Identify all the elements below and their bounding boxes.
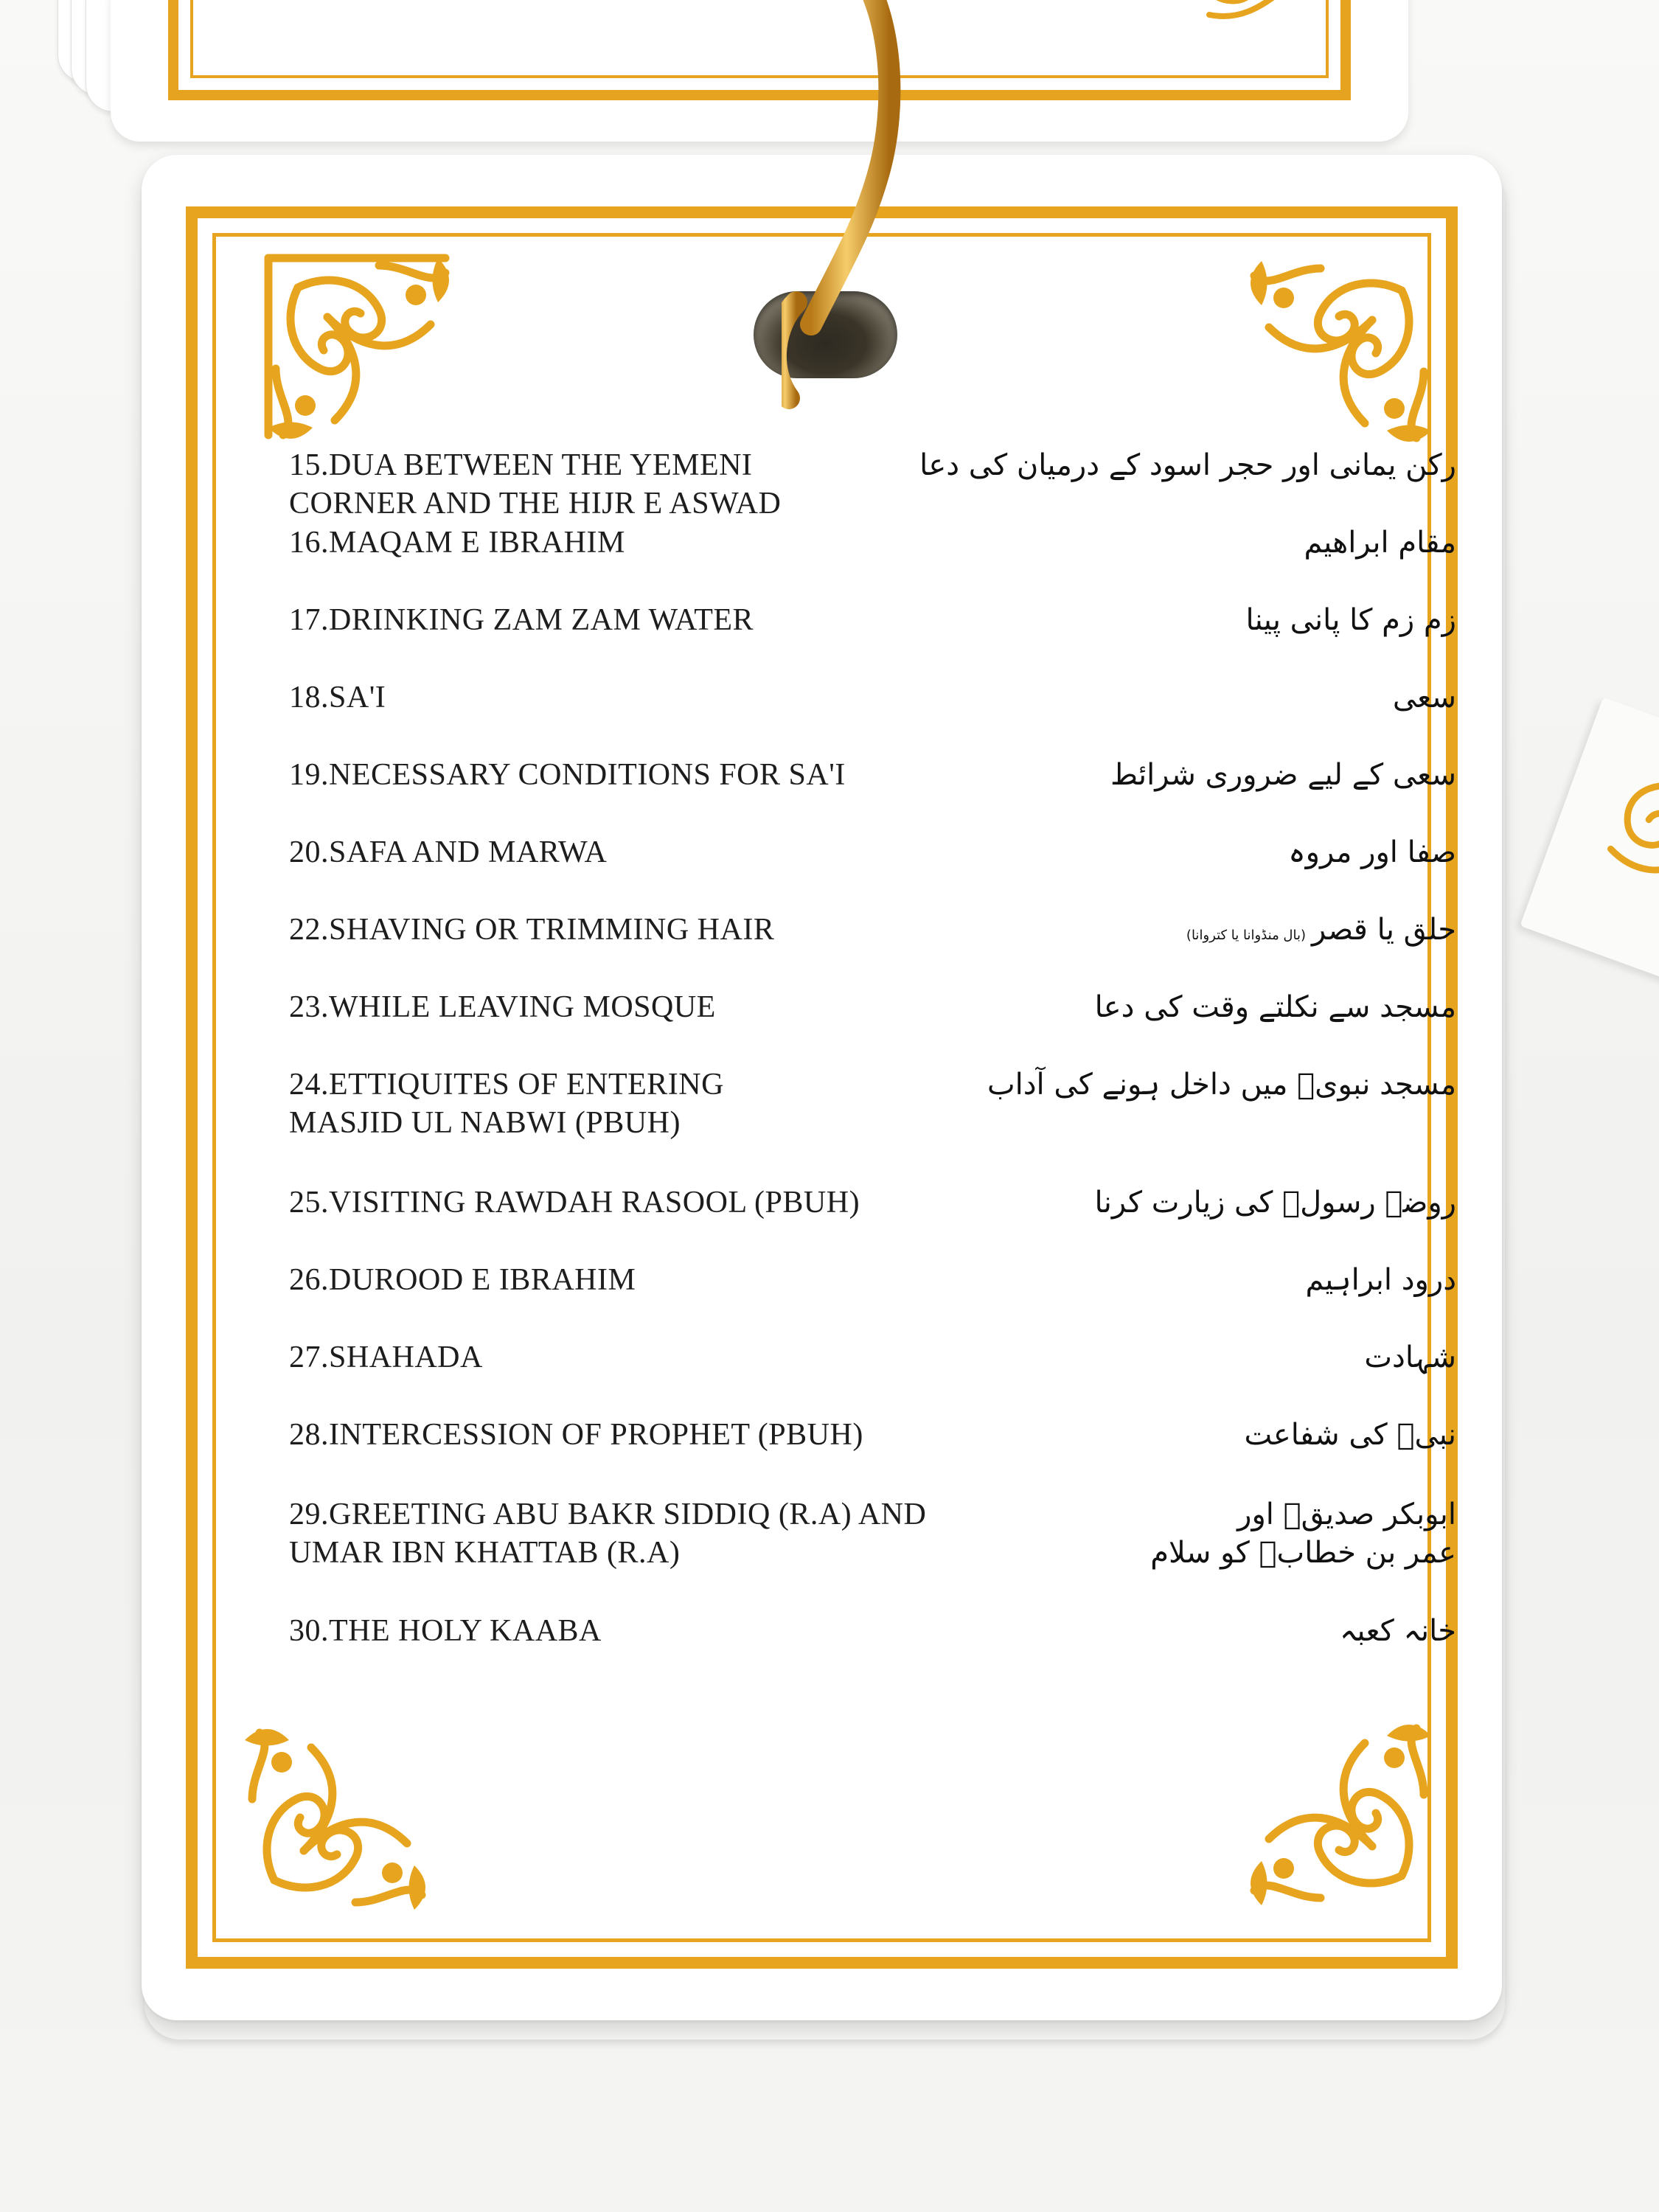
list-item xyxy=(280,1338,1500,1416)
list-item xyxy=(280,911,1500,988)
topic-urdu: نبیؐ کی شفاعت xyxy=(1244,1418,1456,1452)
previous-card-border-inner xyxy=(190,0,1329,78)
topic-english: 23.WHILE LEAVING MOSQUE xyxy=(289,990,716,1024)
binder-ring-icon xyxy=(782,0,922,413)
list-item xyxy=(280,601,1500,678)
list-item xyxy=(280,446,1500,524)
topic-english: 20.SAFA AND MARWA xyxy=(289,835,608,869)
topic-urdu: مسجد سے نکلتے وقت کی دعا xyxy=(1094,990,1456,1024)
topic-urdu: صفا اور مروہ xyxy=(1288,835,1456,869)
topic-urdu: سعی xyxy=(1392,681,1456,714)
corner-ornament-icon xyxy=(1232,246,1446,460)
ribbon-card xyxy=(1520,697,1659,991)
list-item xyxy=(280,988,1500,1065)
list-item xyxy=(280,1261,1500,1338)
topic-urdu: زم زم کا پانی پینا xyxy=(1245,603,1456,637)
topic-urdu: درود ابراہیم xyxy=(1305,1263,1456,1297)
list-item xyxy=(280,756,1500,833)
corner-ornament-icon xyxy=(254,243,467,457)
topic-urdu: روضہ رسولؐ کی زیارت کرنا xyxy=(1094,1186,1456,1220)
list-item xyxy=(280,1495,1500,1612)
topic-english: 19.NECESSARY CONDITIONS FOR SA'I xyxy=(289,758,846,792)
topic-urdu: خانہ کعبہ xyxy=(1339,1614,1456,1648)
list-item xyxy=(280,1065,1500,1183)
previous-card xyxy=(111,0,1408,142)
list-item xyxy=(280,524,1500,601)
list-item xyxy=(280,678,1500,756)
topic-english: 26.DUROOD E IBRAHIM xyxy=(289,1263,636,1297)
topic-english: 27.SHAHADA xyxy=(289,1340,483,1374)
topic-english: 22.SHAVING OR TRIMMING HAIR xyxy=(289,913,775,947)
list-item xyxy=(280,1183,1500,1261)
topic-english: 25.VISITING RAWDAH RASOOL (PBUH) xyxy=(289,1186,860,1220)
topic-urdu-note: (بال منڈوانا یا کتروانا) xyxy=(1186,928,1307,943)
topic-english: 15.DUA BETWEEN THE YEMENI CORNER AND THE HIJR E ASWAD xyxy=(289,448,782,521)
topic-urdu: شہادت xyxy=(1364,1340,1456,1374)
topic-english: 30.THE HOLY KAABA xyxy=(289,1614,602,1648)
ribbon-ornament-icon xyxy=(1582,751,1659,897)
topic-english: 18.SA'I xyxy=(289,681,386,714)
corner-ornament-icon xyxy=(230,1711,444,1924)
topic-urdu: ابوبکر صدیقؓ اور عمر بن خطابؓ کو سلام xyxy=(1150,1498,1456,1570)
topic-urdu: سعی کے لیے ضروری شرائط xyxy=(1110,758,1456,792)
topic-urdu: رکن یمانی اور حجر اسود کے درمیان کی دعا xyxy=(919,448,1456,482)
dua-index-card xyxy=(142,155,1502,2020)
topic-english: 16.MAQAM E IBRAHIM xyxy=(289,526,625,560)
list-item xyxy=(280,1416,1500,1495)
previous-card-ornament-icon xyxy=(1180,0,1298,44)
topic-english: 28.INTERCESSION OF PROPHET (PBUH) xyxy=(289,1418,863,1452)
topic-english: 17.DRINKING ZAM ZAM WATER xyxy=(289,603,754,637)
topic-urdu xyxy=(1186,911,1500,955)
list-item xyxy=(280,833,1500,911)
topic-urdu-main: حلق یا قصر xyxy=(1312,913,1456,947)
list-item xyxy=(280,1612,1500,1689)
topic-english: 24.ETTIQUITES OF ENTERING MASJID UL NABWI (PBUH) xyxy=(289,1068,724,1140)
topic-urdu: مقام ابراھیم xyxy=(1304,526,1456,560)
topic-list xyxy=(280,446,1500,1689)
topic-urdu: مسجد نبویؐ میں داخل ہونے کی آداب xyxy=(987,1068,1456,1102)
corner-ornament-icon xyxy=(1232,1706,1446,1920)
topic-english: 29.GREETING ABU BAKR SIDDIQ (R.A) AND UMAR IBN KHATTAB (R.A) xyxy=(289,1498,927,1570)
